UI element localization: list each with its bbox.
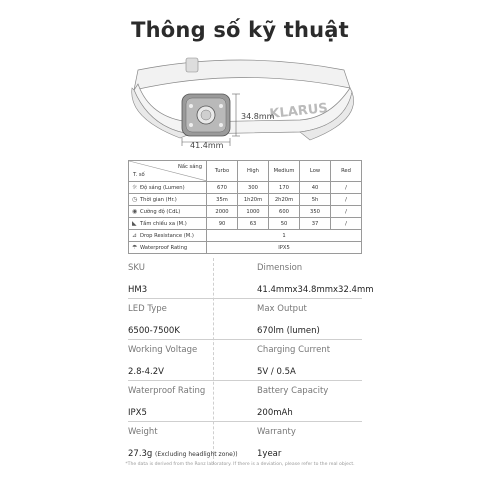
row-label-cell — [129, 218, 207, 230]
spec-row — [128, 381, 362, 422]
spec-item — [245, 299, 362, 339]
intensity-icon: ◉ — [132, 208, 138, 215]
spec-label: SKU — [128, 263, 145, 273]
spec-value: 670lm (lumen) — [257, 326, 320, 336]
table-cell: / — [331, 206, 362, 218]
spec-label: Charging Current — [257, 345, 331, 355]
spec-item — [245, 340, 362, 380]
spec-label: Weight — [128, 427, 158, 437]
row-label: Cường độ (CdL) — [140, 209, 181, 215]
table-cell: 1h20m — [238, 194, 269, 206]
table-cell: / — [331, 194, 362, 206]
spec-item — [245, 258, 374, 298]
row-label-cell — [129, 182, 207, 194]
merged-cell: 1 — [207, 230, 362, 242]
width-dimension-label: 41.4mm — [190, 141, 224, 150]
row-label: Độ sáng (Lumen) — [140, 185, 185, 191]
spec-value: 5V / 0.5A — [257, 367, 296, 377]
page-title: Thông số kỹ thuật — [131, 18, 349, 42]
row-label-cell — [129, 230, 207, 242]
spec-row — [128, 422, 362, 476]
band-logo-text: KLARUS — [268, 100, 329, 122]
weight-note: (Excluding headlight zone)) — [155, 451, 238, 458]
table-row — [129, 182, 362, 194]
spec-label: Max Output — [257, 304, 307, 314]
table-row — [129, 242, 362, 254]
table-header-row — [129, 161, 362, 182]
spec-item — [245, 381, 362, 421]
brightness-icon: ☼ — [132, 184, 138, 191]
headlamp-illustration — [0, 48, 480, 156]
ts-header: T. số — [133, 172, 145, 178]
table-row — [129, 194, 362, 206]
spec-value: IPX5 — [128, 408, 147, 418]
column-header: Turbo — [207, 161, 238, 182]
table-cell: 170 — [269, 182, 300, 194]
row-label-cell — [129, 242, 207, 254]
waterproof-icon: ☂ — [132, 244, 138, 251]
table-cell: 350 — [300, 206, 331, 218]
spec-item — [128, 340, 245, 380]
spec-item — [245, 422, 362, 476]
level-header: Nấc sáng — [177, 164, 202, 170]
row-label: Drop Resistance (M.) — [140, 233, 194, 239]
spec-value: 200mAh — [257, 408, 293, 418]
spec-item — [128, 299, 245, 339]
table-row — [129, 206, 362, 218]
row-label: Tầm chiếu xa (M.) — [140, 221, 187, 227]
column-header: High — [238, 161, 269, 182]
table-cell: / — [331, 218, 362, 230]
row-label: Thời gian (Hr.) — [140, 197, 177, 203]
drop-icon: ⊿ — [132, 232, 138, 239]
spec-row — [128, 299, 362, 340]
table-row — [129, 230, 362, 242]
spec-value — [128, 448, 245, 461]
table-cell: 600 — [269, 206, 300, 218]
spec-label: Waterproof Rating — [128, 386, 206, 396]
table-cell: 1000 — [238, 206, 269, 218]
row-label-cell — [129, 194, 207, 206]
table-cell: 35m — [207, 194, 238, 206]
table-corner-cell — [129, 161, 207, 182]
spec-item — [128, 381, 245, 421]
table-row — [129, 218, 362, 230]
table-cell: 300 — [238, 182, 269, 194]
spec-value: HM3 — [128, 285, 148, 295]
spec-value: 41.4mmx34.8mmx32.4mm — [257, 285, 374, 295]
spec-label: Warranty — [257, 427, 296, 437]
spec-label: Working Voltage — [128, 345, 198, 355]
spec-label: LED Type — [128, 304, 167, 314]
table-cell: 63 — [238, 218, 269, 230]
table-cell: / — [331, 182, 362, 194]
column-header: Low — [300, 161, 331, 182]
spec-label: Battery Capacity — [257, 386, 329, 396]
column-header: Medium — [269, 161, 300, 182]
table-cell: 40 — [300, 182, 331, 194]
table-cell: 5h — [300, 194, 331, 206]
headlamp-drawing — [0, 48, 480, 156]
spec-row — [128, 258, 374, 299]
row-label-cell — [129, 206, 207, 218]
spec-item — [128, 422, 245, 476]
spec-value: 1year — [257, 449, 282, 459]
row-label: Waterproof Rating — [140, 245, 188, 251]
footnote: *The data is derived from the Ronz laboratory. If there is a deviation, please refer to the real object. — [125, 462, 355, 467]
merged-cell: IPX5 — [207, 242, 362, 254]
spec-row — [128, 340, 362, 381]
weight-value: 27.3g — [128, 449, 153, 459]
spec-value: 2.8-4.2V — [128, 367, 164, 377]
table-cell: 670 — [207, 182, 238, 194]
table-cell: 2000 — [207, 206, 238, 218]
spec-list — [128, 258, 374, 476]
column-header: Red — [331, 161, 362, 182]
brightness-spec-table — [128, 160, 362, 254]
spec-value: 6500-7500K — [128, 326, 180, 336]
table-cell: 90 — [207, 218, 238, 230]
height-dimension-label: 34.8mm — [241, 112, 275, 121]
table-cell: 2h20m — [269, 194, 300, 206]
spec-label: Dimension — [257, 263, 303, 273]
spec-item — [128, 258, 245, 298]
table-cell: 37 — [300, 218, 331, 230]
table-cell: 50 — [269, 218, 300, 230]
beam-distance-icon: ◣ — [132, 220, 137, 227]
clock-icon: ◷ — [132, 196, 138, 203]
